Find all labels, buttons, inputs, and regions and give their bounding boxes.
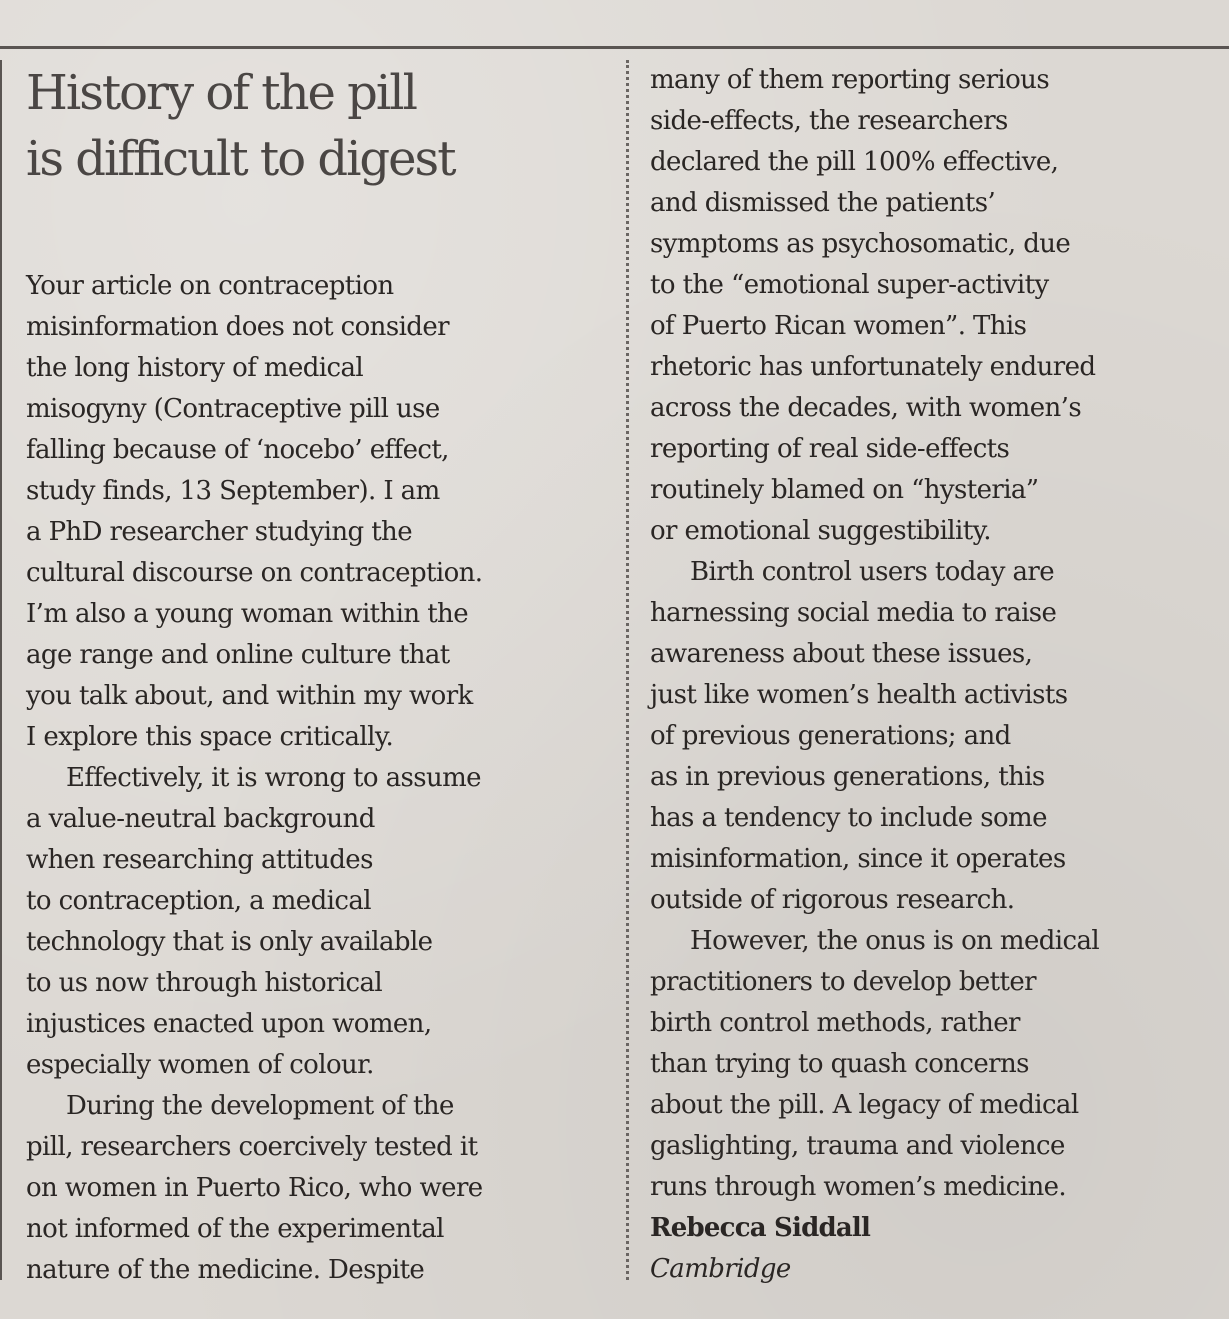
body-text-line: falling because of ‘nocebo’ effect,: [26, 435, 449, 465]
body-text-line: I’m also a young woman within the: [26, 599, 468, 629]
body-text-line: side-effects, the researchers: [650, 106, 1008, 136]
body-text-line: reporting of real side-effects: [650, 434, 1010, 464]
body-text-line: about the pill. A legacy of medical: [650, 1090, 1079, 1120]
signature-place: Cambridge: [650, 1254, 791, 1284]
body-text-line: or emotional suggestibility.: [650, 516, 991, 546]
body-text-line: Your article on contraception: [26, 271, 394, 301]
headline: [26, 60, 606, 192]
body-text-line: declared the pill 100% effective,: [650, 147, 1059, 177]
body-text-line: of Puerto Rican women”. This: [650, 311, 1027, 341]
right-column: [650, 60, 1225, 1290]
body-text-line: cultural discourse on contraception.: [26, 558, 483, 588]
body-text-line: I explore this space critically.: [26, 722, 394, 752]
body-text-line: age range and online culture that: [26, 640, 450, 670]
body-text-line: to the “emotional super-activity: [650, 270, 1049, 300]
body-text-line: rhetoric has unfortunately endured: [650, 352, 1096, 382]
body-text-line: nature of the medicine. Despite: [26, 1255, 425, 1285]
body-text-line: has a tendency to include some: [650, 803, 1047, 833]
body-text-line: routinely blamed on “hysteria”: [650, 475, 1039, 505]
body-text-line: misogyny (Contraceptive pill use: [26, 394, 440, 424]
body-text-line: harnessing social media to raise: [650, 598, 1057, 628]
body-text-line: technology that is only available: [26, 927, 433, 957]
body-text-line: to contraception, a medical: [26, 886, 371, 916]
body-text-line: you talk about, and within my work: [26, 681, 473, 711]
body-text-line: the long history of medical: [26, 353, 364, 383]
body-text-line: misinformation, since it operates: [650, 844, 1066, 874]
body-text-line: misinformation does not consider: [26, 312, 449, 342]
body-text-line: symptoms as psychosomatic, due: [650, 229, 1071, 259]
body-text-line: birth control methods, rather: [650, 1008, 1020, 1038]
top-rule: [0, 46, 1229, 49]
body-text-line: runs through women’s medicine.: [650, 1172, 1067, 1202]
body-text-line: than trying to quash concerns: [650, 1049, 1029, 1079]
left-column: [26, 266, 616, 1291]
body-text-line: especially women of colour.: [26, 1050, 374, 1080]
body-text-line: Birth control users today are: [690, 557, 1055, 587]
body-text-line: and dismissed the patients’: [650, 188, 996, 218]
body-text-line: practitioners to develop better: [650, 967, 1036, 997]
body-text-line: just like women’s health activists: [650, 680, 1068, 710]
left-rule: [0, 60, 2, 1280]
body-text-line: However, the onus is on medical: [690, 926, 1100, 956]
body-text-line: gaslighting, trauma and violence: [650, 1131, 1065, 1161]
body-text-line: a value-neutral background: [26, 804, 375, 834]
body-text-line: not informed of the experimental: [26, 1214, 444, 1244]
headline-line-2: is difficult to digest: [26, 131, 455, 187]
body-text-line: when researching attitudes: [26, 845, 373, 875]
body-text-line: study finds, 13 September). I am: [26, 476, 440, 506]
body-text-line: Effectively, it is wrong to assume: [66, 763, 481, 793]
body-text-line: injustices enacted upon women,: [26, 1009, 432, 1039]
body-text-line: of previous generations; and: [650, 721, 1011, 751]
body-text-line: on women in Puerto Rico, who were: [26, 1173, 483, 1203]
body-text-line: across the decades, with women’s: [650, 393, 1082, 423]
body-text-line: During the development of the: [66, 1091, 454, 1121]
body-text-line: a PhD researcher studying the: [26, 517, 412, 547]
signature-name: Rebecca Siddall: [650, 1213, 871, 1243]
body-text-line: to us now through historical: [26, 968, 383, 998]
column-divider: [626, 60, 629, 1280]
body-text-line: as in previous generations, this: [650, 762, 1045, 792]
body-text-line: pill, researchers coercively tested it: [26, 1132, 478, 1162]
headline-line-1: History of the pill: [26, 65, 416, 121]
right-column-body: [650, 60, 1225, 1208]
body-text-line: many of them reporting serious: [650, 65, 1050, 95]
body-text-line: awareness about these issues,: [650, 639, 1033, 669]
body-text-line: outside of rigorous research.: [650, 885, 1015, 915]
